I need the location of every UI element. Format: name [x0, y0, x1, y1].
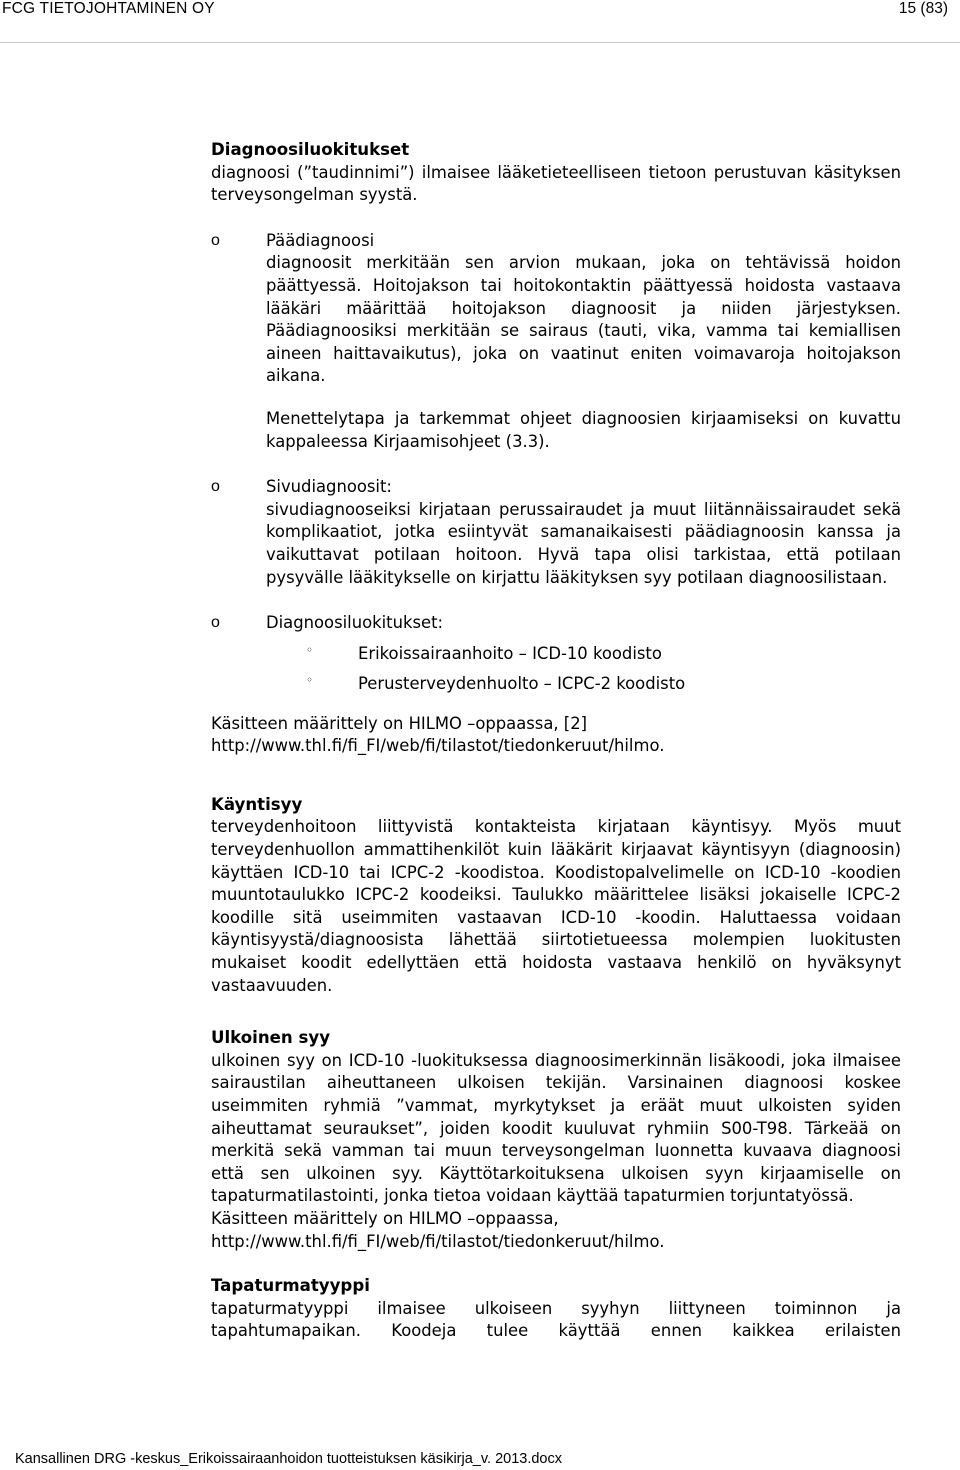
section-heading-kayntisyy: Käyntisyy: [211, 794, 303, 814]
bullet-icon: o: [211, 614, 220, 632]
list-item-sivudiagnoosit: [211, 476, 901, 589]
section-body-tapaturmatyyppi: tapaturmatyyppi ilmaisee ulkoiseen syyhyn liittyneen toiminnon ja tapahtumapaikan. Koodeja tulee käyttää ennen kaikkea erilaisten: [211, 1298, 901, 1341]
sub-bullet-icon: ◦: [306, 642, 314, 657]
section-body-ulkoinen-syy: ulkoinen syy on ICD-10 -luokituksessa diagnoosimerkinnän lisäkoodi, joka ilmaisee sairaustilan aiheuttaneen ulkoisen tekijän. Varsinainen diagnoosi koskee useimmiten ryhmiä ”vammat, myrkytykset ja eräät muut ulkoisten syiden aiheuttamat seuraukset”, joiden koodit kuuluvat ryhmiin S00-T98. Tärkeää on merkitä sekä vamman tai muun terveysongelman luonnetta kuvaava diagnoosi että sen ulkoinen syy. Käyttötarkoituksena ulkoisen syyn kirjaamiselle on tapaturmatilastointi, jonka tietoa voidaan käyttää tapaturmien torjuntatyössä.: [211, 1050, 901, 1206]
company-name: FCG TIETOJOHTAMINEN OY: [2, 0, 215, 17]
document-body: [211, 139, 901, 1343]
sub-list-item-text: Erikoissairaanhoito – ICD-10 koodisto: [358, 643, 662, 663]
page-footer-filename: Kansallinen DRG -keskus_Erikoissairaanhoidon tuotteistuksen käsikirja_v. 2013.docx: [15, 1451, 562, 1467]
sub-bullet-icon: ◦: [306, 672, 314, 687]
reference-text: Käsitteen määrittely on HILMO –oppaassa, [2]: [211, 713, 588, 733]
reference-text: Käsitteen määrittely on HILMO –oppaassa,: [211, 1208, 559, 1228]
list-item-diagnoosiluokitukset: [211, 612, 901, 635]
sub-list-item-icpc2: [211, 673, 901, 703]
list-item-paadiagnoosi: [211, 230, 901, 453]
page-number: 15 (83): [898, 0, 948, 17]
page-header: [0, 0, 960, 44]
list-item-title: Päädiagnoosi: [266, 230, 375, 250]
section-heading-ulkoinen-syy: Ulkoinen syy: [211, 1028, 331, 1048]
list-item-note: Menettelytapa ja tarkemmat ohjeet diagnoosien kirjaamiseksi on kuvattu kappaleessa Kirjaamisohjeet (3.3).: [266, 408, 901, 451]
sub-list-item-icd10: [211, 643, 901, 673]
section-intro: diagnoosi (”taudinnimi”) ilmaisee lääketieteelliseen tietoon perustuvan käsityksen terveysongelman syystä.: [211, 162, 901, 205]
header-divider: [0, 42, 960, 43]
reference-link[interactable]: http://www.thl.fi/fi_FI/web/fi/tilastot/tiedonkeruut/hilmo.: [211, 1231, 665, 1251]
list-item-text: diagnoosit merkitään sen arvion mukaan, joka on tehtävissä hoidon päättyessä. Hoitojakson tai hoitokontaktin päättyessä hoidosta vastaava lääkäri määrittää hoitojakson diagnoosit ja niiden järjestyksen. Päädiagnoosiksi merkitään se sairaus (tauti, vika, vamma tai kemiallisen aineen haittavaikutus), joka on vaatinut eniten voimavaroja hoitojakson aikana.: [266, 253, 901, 386]
list-item-title: Sivudiagnoosit:: [266, 477, 392, 497]
bullet-icon: o: [211, 478, 220, 496]
list-item-text: sivudiagnooseiksi kirjataan perussairaudet ja muut liitännäissairaudet sekä komplikaatiot, jotka esiintyvät samanaikaisesti päädiagnoosin kanssa ja vaikuttavat potilaan hoitoon. Hyvä tapa olisi tarkistaa, että potilaan pysyvälle lääkitykselle on kirjattu lääkityksen syy potilaan diagnoosilistaan.: [266, 499, 901, 587]
section-body-kayntisyy: terveydenhoitoon liittyvistä kontakteista kirjataan käyntisyy. Myös muut terveydenhuollon ammattihenkilöt kuin lääkärit kirjaavat käyntisyyn (diagnoosin) käyttäen ICD-10 tai ICPC-2 -koodistoa. Koodistopalvelimelle on ICD-10 -koodien muuntotaulukko ICPC-2 koodeiksi. Taulukko määrittelee lisäksi jokaiselle ICPC-2 koodille sitä useimmiten vastaavan ICD-10 -koodin. Haluttaessa voidaan käyntisyystä/diagnoosista lähettää siirtotietueessa molempien luokitusten mukaiset koodit edellyttäen että hoidosta vastaava henkilö on hyväksynyt vastaavuuden.: [211, 817, 901, 995]
bullet-icon: o: [211, 231, 220, 249]
section-heading-diagnoosiluokitukset: Diagnoosiluokitukset: [211, 140, 410, 159]
reference-link[interactable]: http://www.thl.fi/fi_FI/web/fi/tilastot/tiedonkeruut/hilmo.: [211, 736, 665, 756]
section-heading-tapaturmatyyppi: Tapaturmatyyppi: [211, 1276, 370, 1296]
sub-list-item-text: Perusterveydenhuolto – ICPC-2 koodisto: [358, 673, 686, 693]
list-item-title: Diagnoosiluokitukset:: [266, 613, 444, 633]
